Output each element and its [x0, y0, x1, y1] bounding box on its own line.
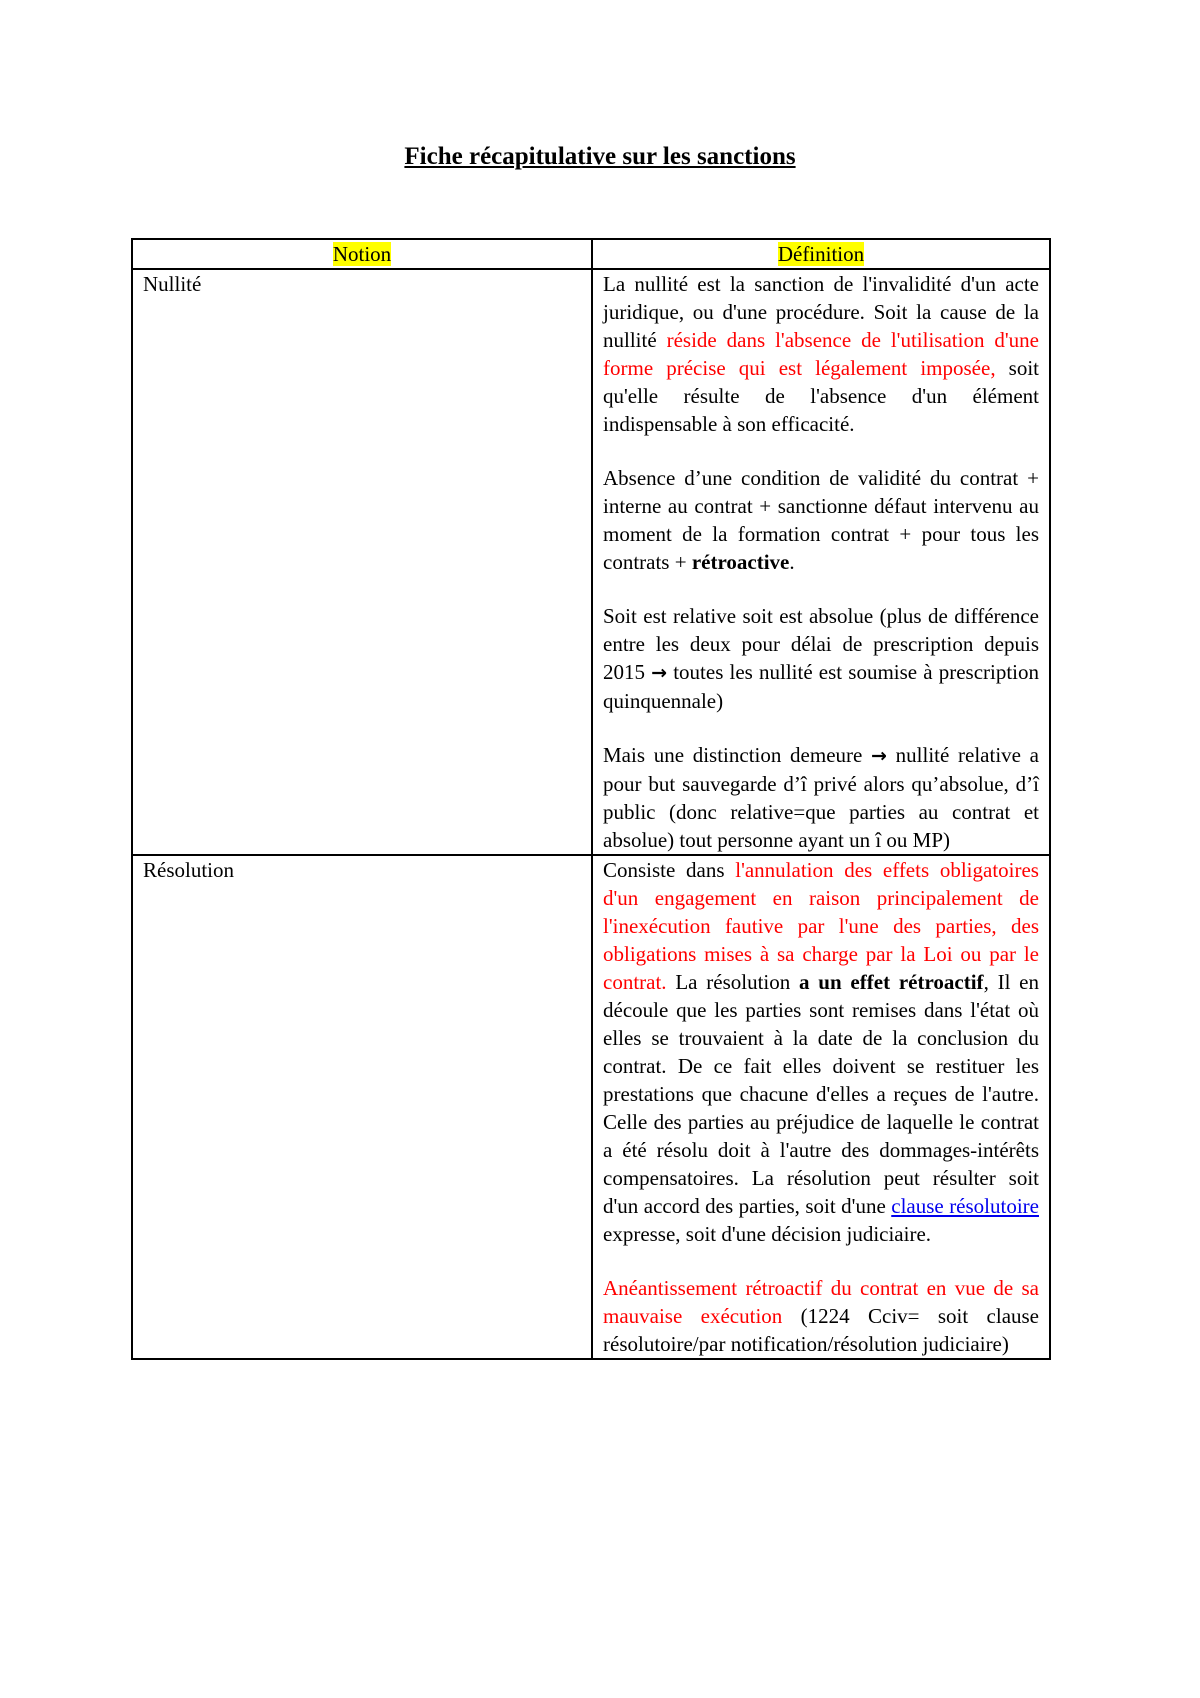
highlighted-text: l'annulation des effets obligatoires d'un engagement en raison principalement de l'inexécution fautive par l'une des parties, des obligations mises à sa charge par la Loi ou par le contrat.	[603, 858, 1039, 994]
notion-cell	[132, 855, 592, 1359]
definition-paragraph	[603, 602, 1039, 715]
arrow-right-icon: →	[871, 745, 887, 767]
bold-text: rétroactive	[691, 550, 790, 574]
text-run: Consiste dans	[603, 858, 736, 882]
notion-label: Résolution	[143, 858, 235, 882]
text-run: , Il en découle que les parties sont remises dans l'état où elles se trouvaient à la date de la conclusion du contrat. De ce fait elles doivent se restituer les prestations que chacune d'elles a reçues de l'autre. Celle des parties au préjudice de laquelle le contrat a été résolu doit à l'autre des dommages-intérêts compensatoires. La résolution peut résulter soit d'un accord des parties, soit d'une	[603, 970, 1040, 1218]
definition-paragraph	[603, 741, 1039, 854]
text-run: Absence d’une condition de validité du contrat + interne au contrat + sanctionne défaut intervenu au moment de la formation contrat + pour tous les contrats +	[603, 466, 1039, 574]
definition-paragraph	[603, 270, 1039, 438]
header-notion-label: Notion	[332, 242, 392, 266]
header-notion	[132, 239, 592, 269]
definition-paragraph	[603, 1274, 1039, 1358]
highlighted-text: réside dans l'absence de l'utilisation d'une forme précise qui est légalement imposée,	[603, 328, 1039, 380]
text-run: toutes les nullité est soumise à prescription quinquennale)	[603, 660, 1040, 713]
definition-cell	[592, 855, 1050, 1359]
sanctions-table	[131, 238, 1051, 1360]
notion-label: Nullité	[143, 272, 202, 296]
arrow-right-icon: →	[651, 662, 668, 684]
table-row	[132, 855, 1050, 1359]
highlighted-text: Anéantissement rétroactif du contrat en vue de sa mauvaise exécution	[603, 1276, 1039, 1328]
header-definition-label: Définition	[777, 242, 865, 266]
text-run: expresse, soit d'une décision judiciaire.	[603, 1222, 932, 1246]
text-run: nullité relative a pour but sauvegarde d’î privé alors qu’absolue, d’î public (donc relative=que parties au contrat et absolue) tout personne ayant un î ou MP)	[603, 743, 1039, 852]
definition-cell	[592, 269, 1050, 855]
header-definition	[592, 239, 1050, 269]
text-run: (1224 Cciv= soit clause résolutoire/par notification/résolution judiciaire)	[603, 1304, 1040, 1356]
table-row	[132, 269, 1050, 855]
bold-text: a un effet rétroactif	[799, 970, 984, 994]
text-run: soit qu'elle résulte de l'absence d'un élément indispensable à son efficacité.	[603, 356, 1040, 436]
clause-resolutoire-link[interactable]: clause résolutoire	[891, 1194, 1039, 1218]
text-run: .	[789, 550, 795, 574]
definition-paragraph	[603, 464, 1039, 576]
table-header-row	[132, 239, 1050, 269]
text-run: La résolution	[666, 970, 800, 994]
text-run: Mais une distinction demeure	[603, 743, 872, 767]
text-run: Soit est relative soit est absolue (plus de différence entre les deux pour délai de prescription depuis 2015	[603, 604, 1039, 684]
text-run: La nullité est la sanction de l'invalidité d'un acte juridique, ou d'une procédure. Soit la cause de la nullité	[603, 272, 1039, 352]
page-title: Fiche récapitulative sur les sanctions	[404, 143, 796, 170]
notion-cell	[132, 269, 592, 855]
definition-paragraph	[603, 856, 1039, 1248]
